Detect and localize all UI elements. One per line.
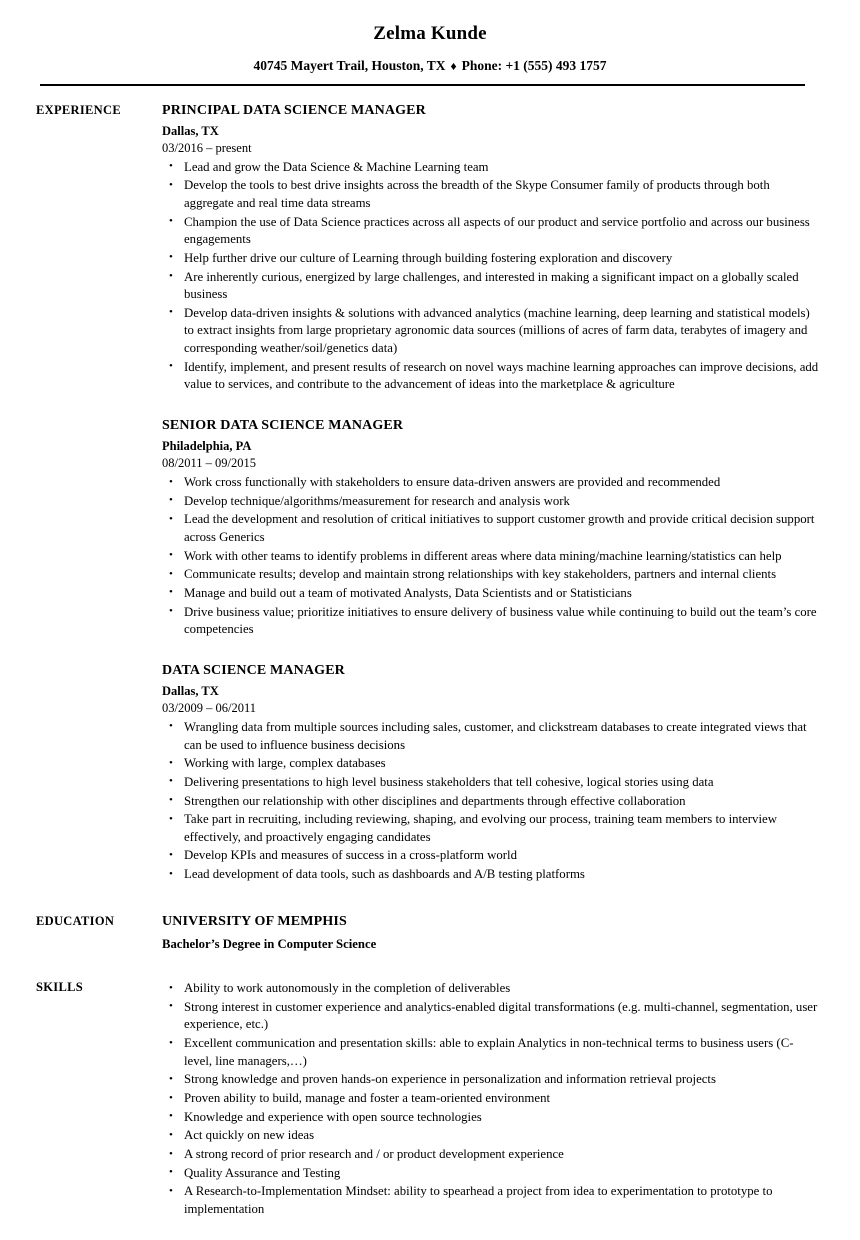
job-title: DATA SCIENCE MANAGER [162,662,345,678]
job-dates: 08/2011 – 09/2015 [162,456,256,471]
header-divider [40,84,805,86]
bullet-item: • A Research-to-Implementation Mindset: ability to spearhead a project from idea to experimentation to prototype to implementation [162,1183,820,1218]
bullet-item: • Champion the use of Data Science practices across all aspects of our product and service portfolio and across our business engagements [162,214,820,249]
job-title: PRINCIPAL DATA SCIENCE MANAGER [162,102,426,118]
bullet-item: • Develop the tools to best drive insights across the breadth of the Skype Consumer family of products through both aggregate and real time data streams [162,177,820,212]
education-body [156,913,820,953]
bullet-item: • Lead the development and resolution of critical initiatives to support customer growth and provide critical decision support across Generics [162,511,820,546]
skills-section [0,979,860,1219]
job-bullet-list [162,159,820,395]
job-title: SENIOR DATA SCIENCE MANAGER [162,418,404,434]
job-entry [162,662,820,884]
experience-body [156,102,820,884]
bullet-item: • Manage and build out a team of motivated Analysts, Data Scientists and or Statisticians [162,585,820,603]
bullet-item: • Ability to work autonomously in the completion of deliverables [162,980,820,998]
section-label-experience: EXPERIENCE [36,102,121,117]
bullet-item: • Develop KPIs and measures of success in a cross-platform world [162,847,820,865]
bullet-item: • Develop data-driven insights & solutions with advanced analytics (machine learning, deep learning and statistical models) to extract insights from large proprietary agronomic data sources (millions of acres of farm data, terabytes of imagery and corresponding weather/soil/genetics data) [162,305,820,358]
skills-bullet-list [162,980,820,1219]
skills-body [156,979,820,1219]
job-bullet-list [162,719,820,884]
bullet-item: • Develop technique/algorithms/measurement for research and analysis work [162,493,820,511]
bullet-item: • Communicate results; develop and maintain strong relationships with key stakeholders, partners and internal clients [162,566,820,584]
bullet-item: • Knowledge and experience with open source technologies [162,1109,820,1127]
bullet-item: • Proven ability to build, manage and foster a team-oriented environment [162,1090,820,1108]
bullet-item: • Wrangling data from multiple sources including sales, customer, and clickstream databases to create integrated views that can be used to influence business decisions [162,719,820,754]
bullet-item: • A strong record of prior research and / or product development experience [162,1146,820,1164]
job-dates: 03/2009 – 06/2011 [162,701,256,715]
bullet-item: • Lead development of data tools, such as dashboards and A/B testing platforms [162,866,820,884]
education-school: UNIVERSITY OF MEMPHIS [162,913,347,929]
education-degree: Bachelor’s Degree in Computer Science [162,936,377,951]
bullet-item: • Work cross functionally with stakeholders to ensure data-driven answers are provided and recommended [162,474,820,492]
bullet-item: • Act quickly on new ideas [162,1127,820,1145]
section-label-skills: SKILLS [36,980,83,995]
bullet-item: • Work with other teams to identify problems in different areas where data mining/machine learning/statistics can help [162,548,820,566]
job-location: Dallas, TX [162,123,219,138]
bullet-item: • Identify, implement, and present results of research on novel ways machine learning approaches can improve decisions, add value to services, and contribute to the advancement of ideas into the marketplace & agriculture [162,359,820,394]
bullet-item: • Quality Assurance and Testing [162,1165,820,1183]
bullet-item: • Help further drive our culture of Learning through building fostering exploration and discovery [162,250,820,268]
bullet-item: • Excellent communication and presentation skills: able to explain Analytics in non-technical terms to business users (C-level, line managers,…) [162,1035,820,1070]
bullet-item: • Delivering presentations to high level business stakeholders that tell cohesive, logical stories using data [162,774,820,792]
section-label-education: EDUCATION [36,913,115,928]
contact-phone: Phone: +1 (555) 493 1757 [461,57,607,73]
job-location: Dallas, TX [162,684,219,699]
bullet-item: • Working with large, complex databases [162,755,820,773]
bullet-item: • Take part in recruiting, including reviewing, shaping, and evolving our process, training team members to interview effectively, and proactively engaging candidates [162,811,820,846]
job-location: Philadelphia, PA [162,439,252,454]
bullet-item: • Are inherently curious, energized by large challenges, and interested in making a significant impact on a globally scaled business [162,269,820,304]
bullet-item: • Strong knowledge and proven hands-on experience in personalization and information retrieval projects [162,1071,820,1089]
candidate-name: Zelma Kunde [373,23,487,44]
bullet-item: • Drive business value; prioritize initiatives to ensure delivery of business value while continuing to build out the team’s core competencies [162,604,820,639]
contact-line [0,58,860,75]
resume-header [0,0,860,86]
contact-address: 40745 Mayert Trail, Houston, TX [253,57,446,73]
bullet-item: • Lead and grow the Data Science & Machine Learning team [162,159,820,177]
job-dates: 03/2016 – present [162,140,252,155]
bullet-item: • Strengthen our relationship with other disciplines and departments through effective collaboration [162,793,820,811]
job-entry [162,417,820,639]
bullet-item: • Strong interest in customer experience and analytics-enabled digital transformations (e.g. multi-channel, segmentation, user experience, etc.) [162,999,820,1034]
experience-section [0,102,860,884]
job-bullet-list [162,474,820,639]
education-section [0,913,860,953]
diamond-separator-icon: ♦ [450,58,457,73]
job-entry [162,102,820,394]
